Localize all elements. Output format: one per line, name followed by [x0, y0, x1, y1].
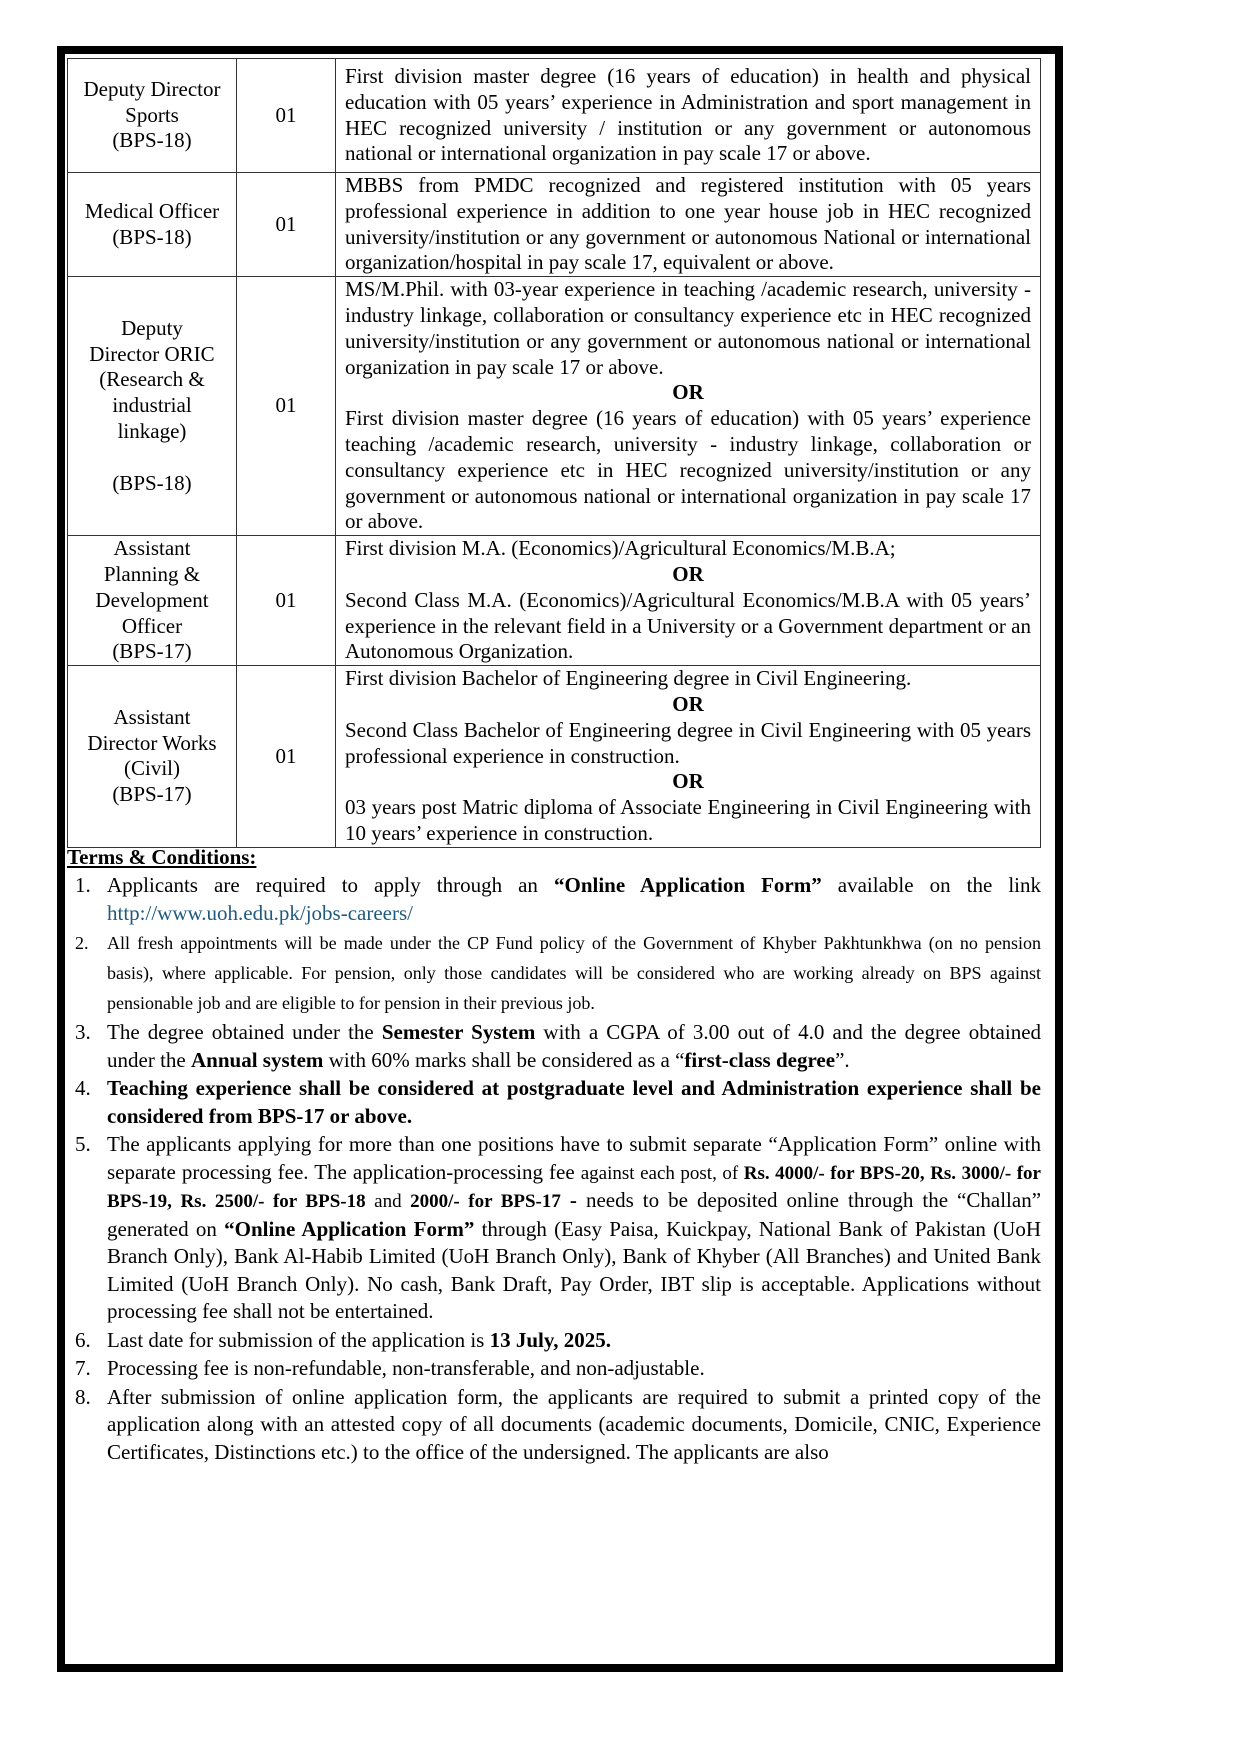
- terms-title: Terms & Conditions:: [67, 845, 257, 869]
- post-title-line: (BPS-18): [112, 470, 192, 495]
- positions-table-body: [68, 59, 1041, 848]
- term-text: 2000/- for BPS-17: [410, 1191, 561, 1212]
- term-text: The degree obtained under the: [107, 1020, 382, 1044]
- term-number: 7.: [75, 1356, 91, 1380]
- page-frame: [57, 46, 1063, 1672]
- term-number: 4.: [75, 1076, 91, 1100]
- post-title-line: (Civil): [124, 756, 180, 781]
- positions-count-cell: 01: [237, 173, 336, 277]
- qualification-text: Second Class Bachelor of Engineering degree in Civil Engineering with 05 years professional experience in construction.: [345, 717, 1031, 768]
- term-text: All fresh appointments will be made under the CP Fund policy of the Government of Khyber Pakhtunkhwa (on no pension basis), where applicable. For pension, only those candidates will be considered who are working already on BPS against pensionable job and are eligible to for pension in their previous job.: [107, 933, 1041, 1013]
- term-text: “Online Application Form”: [553, 873, 822, 897]
- post-title-line: (BPS-17): [112, 782, 192, 807]
- post-title-cell: [68, 666, 237, 848]
- term-text: Annual system: [190, 1047, 324, 1072]
- term-text: against each post, of: [580, 1162, 744, 1184]
- term-text: Teaching experience shall be considered at postgraduate level and Administration experience shall be considered from BPS-17 or above.: [107, 1076, 1041, 1128]
- term-text: needs to be deposited online through the “Challan” generated on: [107, 1188, 1042, 1241]
- term-text: first-class degree: [684, 1047, 836, 1072]
- term-number: 5.: [75, 1132, 91, 1156]
- or-separator: OR: [672, 561, 704, 586]
- term-number: 8.: [75, 1384, 91, 1409]
- terms-section: [67, 844, 1041, 1467]
- term-item: [67, 1019, 1041, 1074]
- term-number: 6.: [75, 1327, 91, 1352]
- position-row: [68, 536, 1041, 666]
- position-row: [68, 59, 1041, 173]
- qualification-text: First division Bachelor of Engineering degree in Civil Engineering.: [345, 666, 912, 691]
- term-text: ”.: [835, 1047, 850, 1072]
- post-title-line: [68, 445, 236, 471]
- post-title-line: Deputy: [121, 315, 183, 340]
- term-item: [67, 1075, 1041, 1130]
- term-text: Semester System: [381, 1020, 536, 1044]
- positions-count-cell: 01: [237, 277, 336, 536]
- qualification-text: 03 years post Matric diploma of Associate Engineering in Civil Engineering with 10 years’ experience in construction.: [345, 795, 1031, 845]
- post-title-cell: [68, 536, 237, 666]
- post-title-cell: [68, 173, 237, 277]
- post-title-line: Planning &: [103, 561, 201, 586]
- qualification-text: First division master degree (16 years of education) with 05 years’ experience teaching /academic research, university - industry linkage, collaboration or consultancy experience etc in HEC recognized university/institution or any government or autonomous national or international organization in pay scale 17 or above.: [345, 406, 1031, 534]
- term-text: -: [560, 1188, 586, 1212]
- post-title-line: Director Works: [87, 730, 217, 755]
- term-text: with a CGPA of 3.00 out of 4.0 and the degree obtained under the: [107, 1020, 1042, 1072]
- careers-link[interactable]: http://www.uoh.edu.pk/jobs-careers/: [107, 900, 413, 925]
- term-text: Rs. 4000/- for BPS-20, Rs. 3000/- for BPS-19, Rs. 2500/- for BPS-18: [107, 1162, 1041, 1212]
- qualification-text: First division M.A. (Economics)/Agricultural Economics/M.B.A;: [345, 536, 896, 561]
- term-text: available on the link: [821, 873, 1042, 897]
- post-title-line: Assistant: [113, 536, 191, 561]
- term-text: The applicants applying for more than one positions have to submit separate “Application Form” online with separate processing fee. The application-processing fee: [107, 1132, 1041, 1184]
- term-item: [67, 872, 1041, 927]
- position-row: [68, 277, 1041, 536]
- term-number: 2.: [75, 933, 89, 953]
- qualification-cell: [336, 277, 1041, 536]
- post-title-cell: [68, 277, 237, 536]
- term-item: [67, 928, 1041, 1018]
- term-number: 1.: [75, 873, 91, 897]
- post-title-line: (BPS-18): [112, 224, 192, 249]
- post-title-cell: [68, 59, 237, 173]
- term-text: After submission of online application form, the applicants are required to submit a printed copy of the application along with an attested copy of all documents (academic documents, Domicile, CNIC, Experience Certificates, Distinctions etc.) to the office of the undersigned. The applicants are also: [107, 1384, 1041, 1464]
- post-title-line: (BPS-17): [112, 639, 192, 664]
- positions-table: [67, 58, 1041, 848]
- post-title-line: Deputy Director: [83, 76, 221, 101]
- post-title-line: Officer: [121, 613, 183, 638]
- term-text: Processing fee is non-refundable, non-transferable, and non-adjustable.: [107, 1356, 705, 1380]
- qualification-text: MS/M.Phil. with 03-year experience in teaching /academic research, university - industry linkage, collaboration or consultancy experience etc in HEC recognized university/institution or any government or autonomous national or international organization in pay scale 17 or above.: [345, 277, 1031, 379]
- post-title-line: industrial: [112, 393, 192, 418]
- qualification-cell: [336, 666, 1041, 848]
- or-separator: OR: [672, 380, 704, 405]
- post-title-line: Director ORIC: [89, 341, 215, 366]
- positions-count-cell: 01: [237, 536, 336, 666]
- qualification-text: MBBS from PMDC recognized and registered institution with 05 years professional experience in addition to one year house job in HEC recognized university/institution or any government or autonomous National or international organization/hospital in pay scale 17, equivalent or above.: [345, 173, 1031, 275]
- post-title-line: (BPS-18): [112, 128, 192, 153]
- term-item: [67, 1131, 1041, 1326]
- term-item: [67, 1355, 1041, 1383]
- positions-count-cell: 01: [237, 666, 336, 848]
- qualification-text: Second Class M.A. (Economics)/Agricultural Economics/M.B.A with 05 years’ experience in the relevant field in a University or a Government department or an Autonomous Organization.: [345, 587, 1031, 664]
- qualification-cell: [336, 173, 1041, 277]
- term-text: and: [365, 1191, 411, 1212]
- term-text: through (Easy Paisa, Kuickpay, National Bank of Pakistan (UoH Branch Only), Bank Al-Habib Limited (UoH Branch Only), Bank of Khyber (All Branches) and United Bank Limited (UoH Branch Only). No cash, Bank Draft, Pay Order, IBT slip is acceptable. Applications without processing fee shall not be entertained.: [107, 1216, 1041, 1323]
- post-title-line: (Research &: [99, 367, 205, 392]
- term-item: [67, 1384, 1041, 1467]
- qualification-text: First division master degree (16 years of education) in health and physical education with 05 years’ experience in Administration and sport management in HEC recognized university / institution or any government or autonomous national or international organization in pay scale 17 or above.: [345, 63, 1031, 166]
- position-row: [68, 173, 1041, 277]
- term-text: 13 July, 2025.: [489, 1327, 611, 1352]
- term-text: with 60% marks shall be considered as a “: [323, 1047, 685, 1072]
- post-title-line: Development: [95, 587, 209, 612]
- term-text: “Online Application Form”: [224, 1216, 475, 1241]
- post-title-line: Assistant: [113, 704, 191, 729]
- term-text: Applicants are required to apply through an: [107, 873, 554, 897]
- terms-list: [67, 872, 1041, 1466]
- qualification-cell: [336, 536, 1041, 666]
- post-title-line: Medical Officer: [84, 198, 220, 223]
- qualification-cell: [336, 59, 1041, 173]
- post-title-line: linkage): [117, 419, 187, 444]
- or-separator: OR: [672, 691, 704, 716]
- post-title-line: Sports: [125, 102, 179, 127]
- positions-count-cell: 01: [237, 59, 336, 173]
- term-number: 3.: [75, 1020, 91, 1044]
- or-separator: OR: [672, 769, 704, 794]
- term-item: [67, 1327, 1041, 1355]
- term-text: Last date for submission of the application is: [107, 1327, 490, 1352]
- position-row: [68, 666, 1041, 848]
